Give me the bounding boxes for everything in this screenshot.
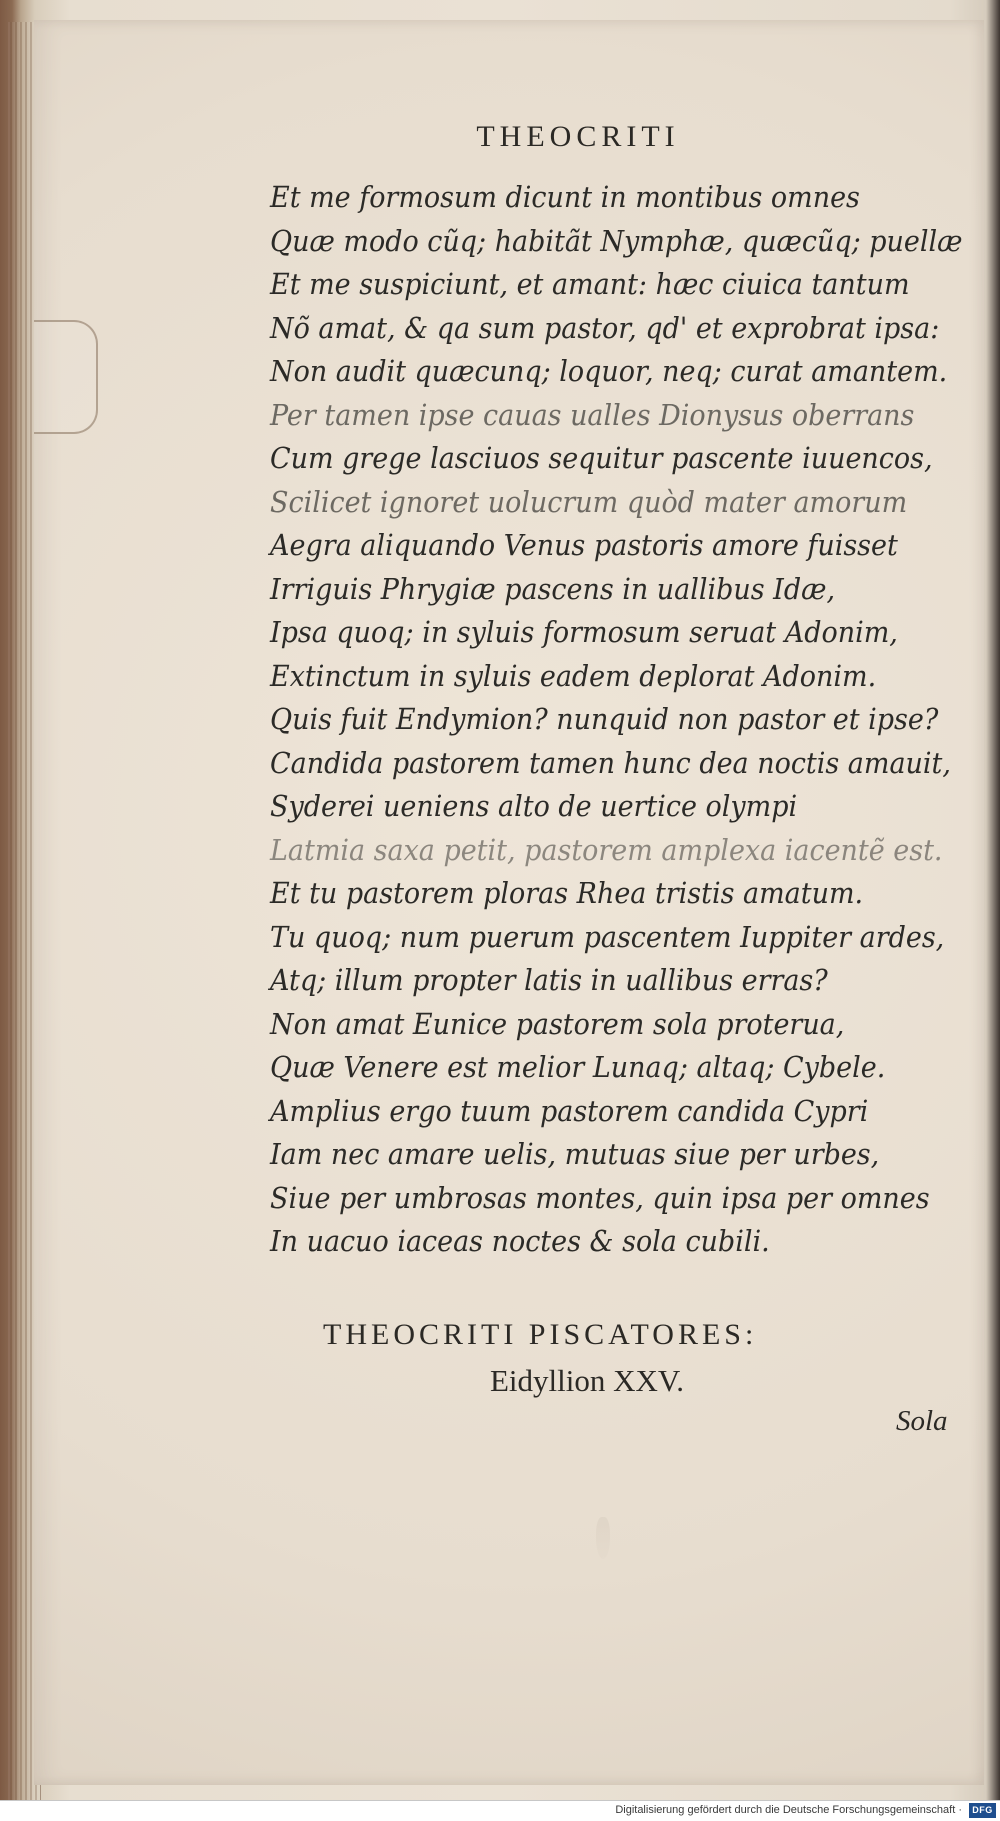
poem-line: Quis fuit Endymion? nunquid non pastor et ipse? bbox=[270, 702, 939, 736]
running-header: THEOCRITI bbox=[476, 120, 680, 153]
poem-line: Et me formosum dicunt in montibus omnes bbox=[270, 180, 860, 214]
faint-page-mark bbox=[596, 1517, 610, 1559]
poem-line: Candida pastorem tamen hunc dea noctis amauit, bbox=[270, 745, 951, 780]
poem-line: Per tamen ipse cauas ualles Dionysus oberrans bbox=[270, 397, 915, 432]
poem-line: Amplius ergo tuum pastorem candida Cypri bbox=[270, 1093, 869, 1128]
poem-line: Cum grege lasciuos sequitur pascente iuuencos, bbox=[270, 441, 933, 475]
poem-line: Et me suspiciunt, et amant: hæc ciuica tantum bbox=[270, 267, 910, 301]
poem-line: Tu quoq; num puerum pascentem Iuppiter ardes, bbox=[270, 919, 945, 954]
poem-line: Atq; illum propter latis in uallibus erras? bbox=[270, 963, 828, 997]
poem-line: Ipsa quoq; in syluis formosum seruat Adonim, bbox=[270, 615, 898, 649]
catchword: Sola bbox=[896, 1405, 948, 1437]
poem-line: Quæ modo cũq; habitãt Nymphæ, quæcũq; puellæ bbox=[270, 223, 963, 258]
poem-line: Non amat Eunice pastorem sola proterua, bbox=[270, 1006, 845, 1041]
poem-line: Non audit quæcunq; loquor, neq; curat amantem. bbox=[270, 354, 948, 388]
left-margin-tab-mark bbox=[34, 320, 98, 434]
poem-line: Et tu pastorem ploras Rhea tristis amatum. bbox=[270, 876, 864, 910]
poem-line: Siue per umbrosas montes, quin ipsa per omnes bbox=[270, 1180, 930, 1215]
poem-line: Scilicet ignoret uolucrum quòd mater amorum bbox=[270, 484, 908, 519]
section-subtitle: Eidyllion XXV. bbox=[490, 1363, 685, 1398]
poem-line: Latmia saxa petit, pastorem amplexa iacentẽ est. bbox=[270, 832, 943, 867]
poem-line: Extinctum in syluis eadem deplorat Adonim. bbox=[270, 658, 877, 693]
poem-line: Quæ Venere est melior Lunaq; altaq; Cybele. bbox=[270, 1050, 886, 1084]
poem-line: Syderei ueniens alto de uertice olympi bbox=[270, 789, 798, 823]
poem-line: Iam nec amare uelis, mutuas siue per urbes, bbox=[270, 1137, 880, 1171]
poem-line: Nõ amat, & qa sum pastor, qd' et exprobrat ipsa: bbox=[270, 310, 940, 345]
digitization-credit: Digitalisierung gefördert durch die Deutsche Forschungsgemeinschaft · bbox=[615, 1804, 962, 1816]
poem-line: Aegra aliquando Venus pastoris amore fuisset bbox=[270, 528, 898, 562]
poem-text-block bbox=[270, 176, 963, 1264]
poem-line: Irriguis Phrygiæ pascens in uallibus Idæ, bbox=[270, 571, 836, 606]
dfg-logo-icon: DFG bbox=[969, 1803, 996, 1818]
section-title: THEOCRITI PISCATORES: bbox=[323, 1318, 758, 1351]
digitization-footer bbox=[0, 1800, 1000, 1821]
poem-line: In uacuo iaceas noctes & sola cubili. bbox=[270, 1224, 770, 1258]
